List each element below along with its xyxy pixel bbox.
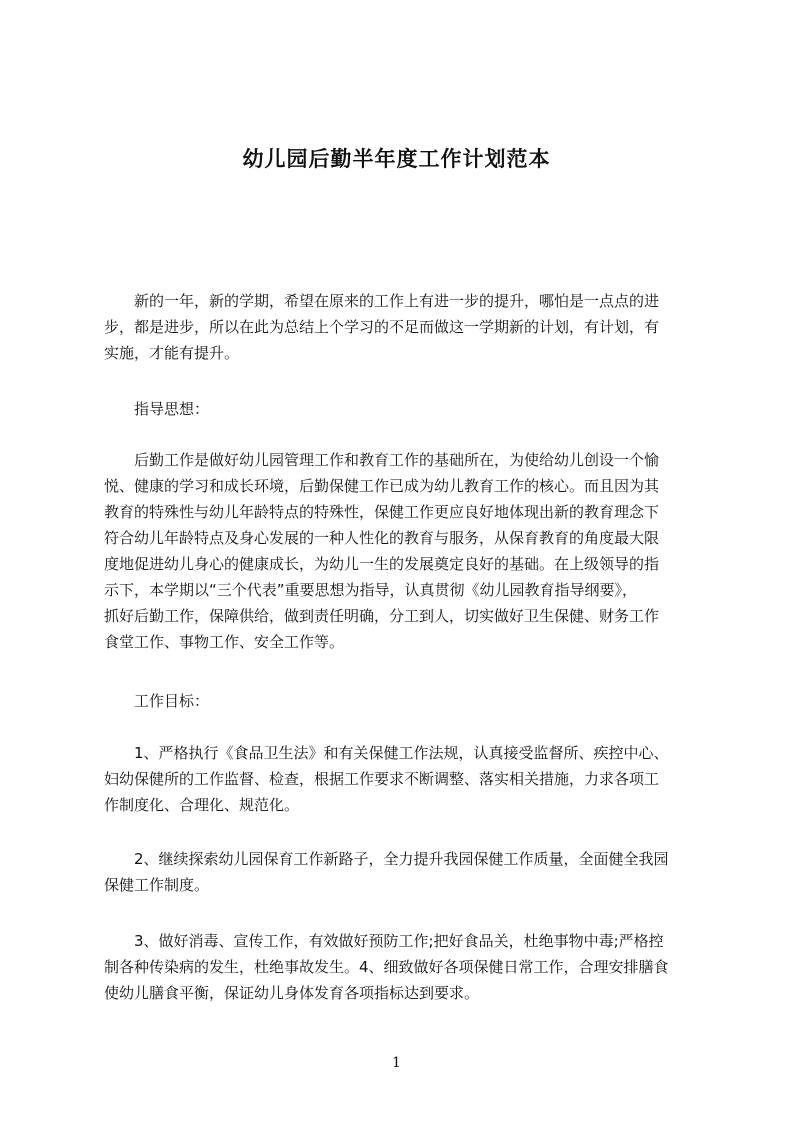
heading-guiding-ideology (104, 396, 704, 422)
paragraph-guiding-ideology (104, 447, 704, 655)
paragraph-goal-1 (104, 740, 704, 818)
text-line: 抓好后勤工作，保障供给，做到责任明确，分工到人，切实做好卫生保健、财务工作 (104, 607, 660, 625)
text-line: 符合幼儿年龄特点及身心发展的一种人性化的教育与服务，从保育教育的角度最大限 (104, 529, 660, 547)
text-line: 悦、健康的学习和成长环境，后勤保健工作已成为幼儿教育工作的核心。而且因为其 (104, 477, 660, 495)
text-line: 步，都是进步，所以在此为总结上个学习的不足而做这一学期新的计划，有计划，有 (104, 318, 660, 336)
document-title: 幼儿园后勤半年度工作计划范本 (242, 147, 551, 171)
page-number: 1 (392, 1055, 401, 1071)
text-line: 2、继续探索幼儿园保育工作新路子，全力提升我园保健工作质量，全面健全我园 (104, 850, 669, 868)
text-line: 使幼儿膳食平衡，保证幼儿身体发育各项指标达到要求。 (104, 984, 480, 1002)
text-line: 度地促进幼儿身心的健康成长，为幼儿一生的发展奠定良好的基础。在上级领导的指 (104, 555, 660, 573)
text-line: 妇幼保健所的工作监督、检查，根据工作要求不断调整、落实相关措施，力求各项工 (104, 770, 660, 788)
text-line: 作制度化、合理化、规范化。 (104, 796, 300, 814)
text-line: 3、做好消毒、宣传工作，有效做好预防工作;把好食品关，杜绝事物中毒;严格控 (104, 932, 664, 950)
text-line: 后勤工作是做好幼儿园管理工作和教育工作的基础所在，为使给幼儿创设一个愉 (104, 451, 660, 469)
section-heading: 工作目标： (104, 692, 210, 710)
text-line: 示下，本学期以“三个代表”重要思想为指导，认真贯彻《幼儿园教育指导纲要》， (104, 581, 638, 599)
text-line: 新的一年，新的学期，希望在原来的工作上有进一步的提升，哪怕是一点点的进 (104, 292, 660, 310)
heading-work-goals (104, 688, 704, 714)
text-line: 1、严格执行《食品卫生法》和有关保健工作法规，认真接受监督所、疾控中心、 (104, 744, 669, 762)
paragraph-intro (104, 288, 704, 366)
paragraph-goal-2 (104, 846, 704, 898)
text-line: 食堂工作、事物工作、安全工作等。 (104, 633, 345, 651)
paragraph-goal-3 (104, 928, 704, 1006)
section-heading: 指导思想： (104, 400, 210, 418)
text-line: 教育的特殊性与幼儿年龄特点的特殊性，保健工作更应良好地体现出新的教育理念下 (104, 503, 660, 521)
text-line: 制各种传染病的发生，杜绝事故发生。4、细致做好各项保健日常工作，合理安排膳食 (104, 958, 669, 976)
text-line: 保健工作制度。 (104, 876, 210, 894)
text-line: 实施，才能有提升。 (104, 344, 240, 362)
